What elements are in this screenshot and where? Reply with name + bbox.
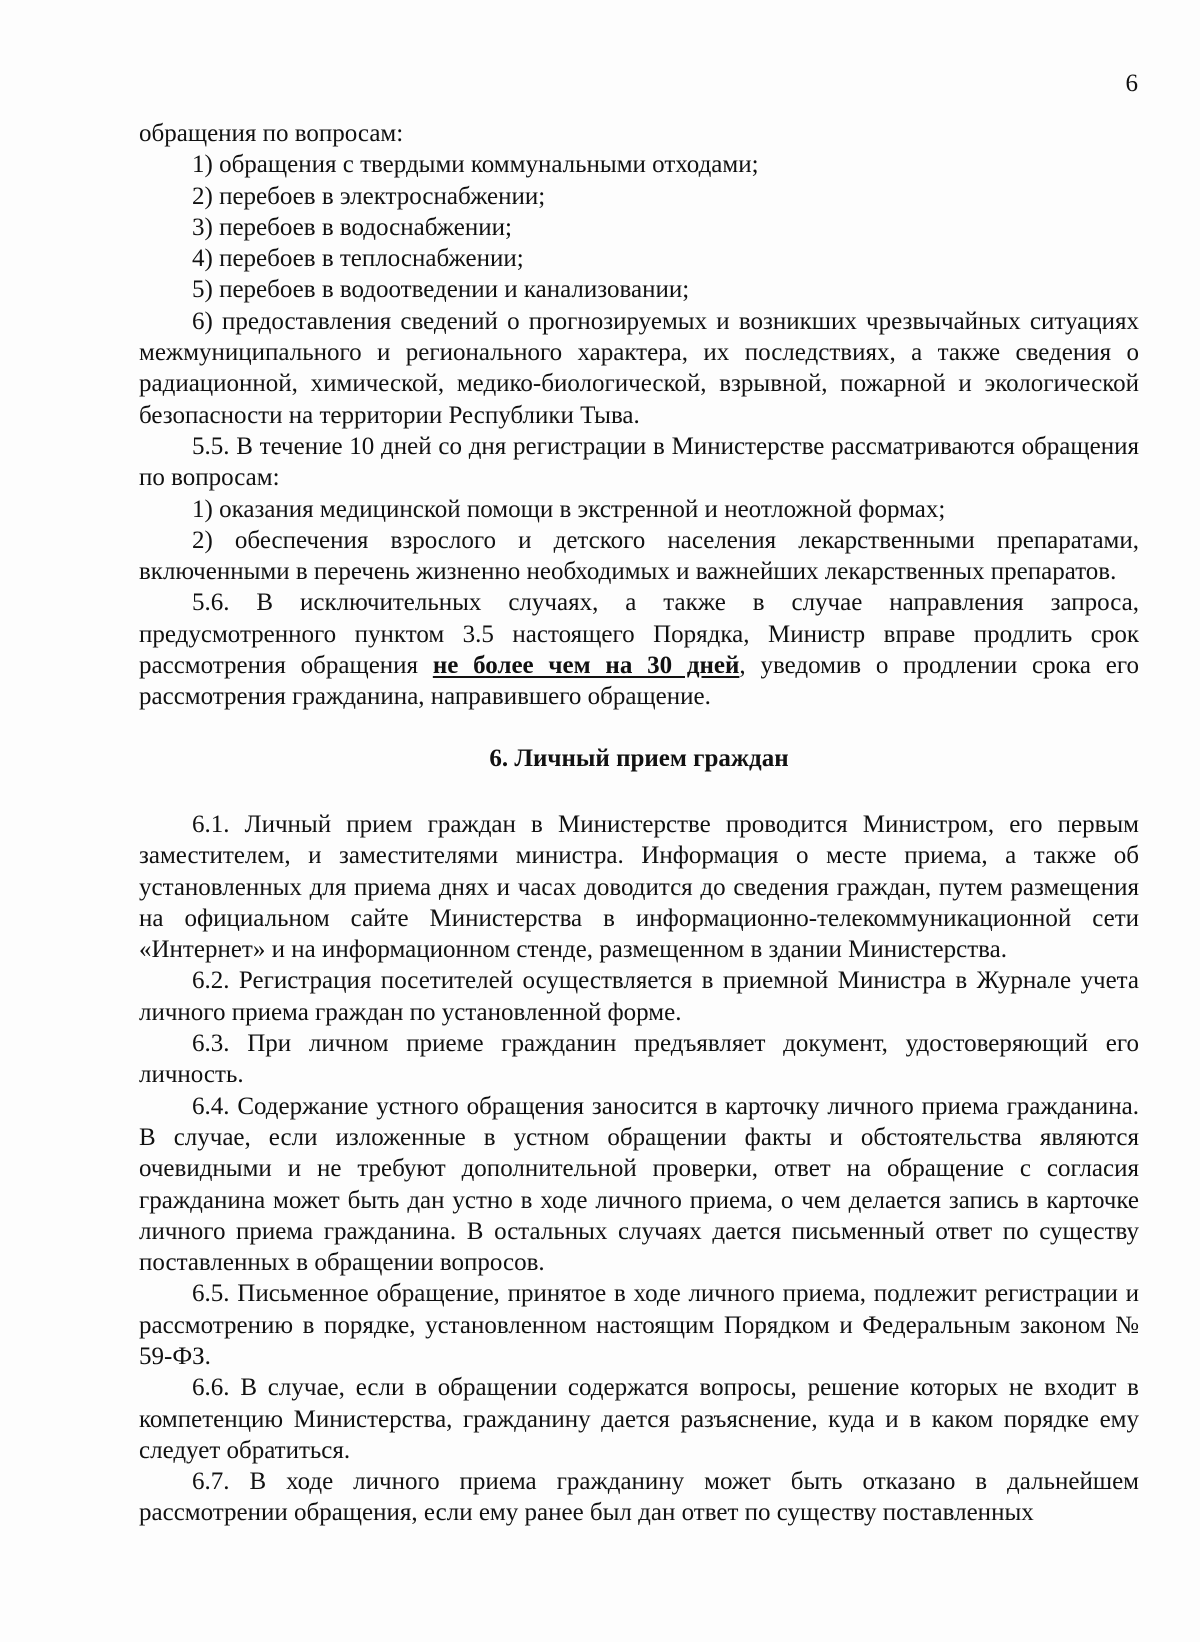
paragraph-5-6-text-start: 5.6. В исключительных случаях, а также в случае направления запроса, предусмотренного пунктом 3.5 настоящего Порядка, Министр вправе продлить срок рассмотрения обращения — [139, 589, 1139, 680]
list-item: 2) перебоев в электроснабжении; — [192, 182, 546, 210]
paragraph-6-4: 6.4. Содержание устного обращения заносится в карточку личного приема гражданина. В случае, если изложенные в устном обращении факты и обстоятельства являются очевидными и не требуют дополнительной проверки, ответ на обращение с согласия гражданина может быть дан устно в ходе личного приема, о чем делается запись в карточке личного приема гражданина. В остальных случаях дается письменный ответ по существу поставленных в обращении вопросов. — [139, 1092, 1139, 1277]
list-item: 5) перебоев в водоотведении и канализовании; — [192, 276, 690, 304]
paragraph-6-3: 6.3. При личном приеме гражданин предъявляет документ, удостоверяющий его личность. — [139, 1030, 1139, 1089]
paragraph-6-1: 6.1. Личный прием граждан в Министерстве проводится Министром, его первым заместителем, и заместителями министра. Информация о месте приема, а также об установленных для приема днях и часах доводится до сведения граждан, путем размещения на официальном сайте Министерства в информационно-телекоммуникационной сети «Интернет» и на информационном стенде, размещенном в здании Министерства. — [139, 810, 1139, 964]
paragraph-6-5: 6.5. Письменное обращение, принятое в ходе личного приема, подлежит регистрации и рассмотрению в порядке, установленном настоящим Порядком и Федеральным законом № 59-ФЗ. — [139, 1280, 1139, 1370]
paragraph-5-6-text-end: , уведомив о продлении срока его рассмотрения гражданина, направившего обращение. — [139, 652, 1139, 711]
paragraph-intro: обращения по вопросам: — [139, 120, 404, 147]
paragraph-6-6: 6.6. В случае, если в обращении содержатся вопросы, решение которых не входит в компетенцию Министерства, гражданину дается разъяснение, куда и в каком порядке ему следует обратиться. — [139, 1374, 1139, 1464]
list-item: 6) предоставления сведений о прогнозируемых и возникших чрезвычайных ситуациях межмуниципального и регионального характера, их последствиях, а также сведения о радиационной, химической, медико-биологической, взрывной, пожарной и экологической безопасности на территории Республики Тыва. — [139, 307, 1139, 429]
paragraph-6-2: 6.2. Регистрация посетителей осуществляется в приемной Министра в Журнале учета личного приема граждан по установленной форме. — [139, 967, 1139, 1026]
list-item: 2) обеспечения взрослого и детского населения лекарственными препаратами, включенными в перечень жизненно необходимых и важнейших лекарственных препаратов. — [139, 526, 1139, 586]
list-item: 3) перебоев в водоснабжении; — [192, 213, 512, 241]
paragraph-5-6 — [139, 587, 1139, 712]
list-item: 1) обращения с твердыми коммунальными отходами; — [192, 151, 759, 179]
list-item: 4) перебоев в теплоснабжении; — [192, 245, 524, 273]
paragraph-6-7: 6.7. В ходе личного приема гражданину может быть отказано в дальнейшем рассмотрении обращения, если ему ранее был дан ответ по существу поставленных — [139, 1468, 1139, 1527]
page-number: 6 — [1125, 70, 1138, 97]
document-body — [139, 118, 1139, 1529]
list-item: 1) оказания медицинской помощи в экстренной и неотложной формах; — [192, 495, 946, 523]
paragraph-5-5: 5.5. В течение 10 дней со дня регистрации в Министерстве рассматриваются обращения по вопросам: — [139, 432, 1139, 492]
deadline-emphasis: не более чем на 30 дней — [432, 652, 740, 680]
section-heading: 6. Личный прием граждан — [489, 744, 789, 772]
